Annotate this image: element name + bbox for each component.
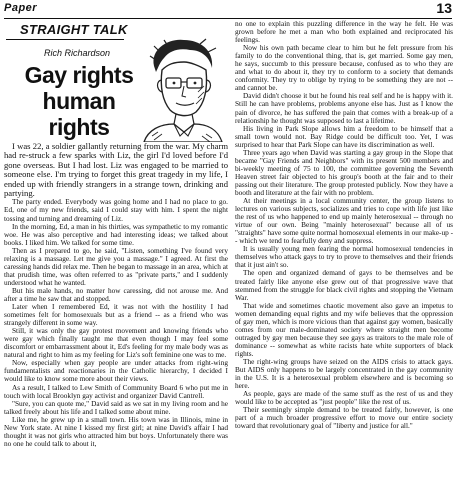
article-paragraph: Later when I remembered Ed, it was not with the hostility I had sometimes felt for homosexuals but as a friend -- as a friend who was strangely different in some way.: [4, 302, 228, 328]
article-paragraph: David didn't choose it but he found his real self and he is happy with it. Still he can have problems, problems anyone else has. Just as I know the pain of divorce, he has suffered the pain that comes with a break-up of a relationship he thought was supposed to last a lifetime.: [235, 91, 453, 125]
article-column-left: [4, 142, 228, 448]
column-kicker: STRAIGHT TALK: [20, 22, 128, 37]
article-paragraph: His living in Park Slope allows him a freedom to be himself that a small town would not. Bay Ridge could be difficult too. Yet, I was surprised to hear that Park Slope can have its discrimination as well.: [235, 123, 453, 149]
masthead: [4, 2, 452, 19]
article-paragraph: At their meetings in a local community center, the group listens to lectures on various subjects, socializes and tries to cope with life just like the rest of us who happened to end up mainly heterosexual -- through no virtue of our own. Being "mainly heterosexual" because all of us "straights" have some quite normal homosexual elements in our make-up -- which we tend to fearfully deny and suppress.: [235, 196, 453, 246]
article-paragraph: Then as I prepared to go, he said, "Listen, something I've found very relaxing is a massage. Let me give you a massage." I agreed. At first the caressing hands did relax me. Then he began to massage in an area, which at that prudish time, was often referred to as "private parts," and I suddenly understood what he wanted.: [4, 245, 228, 287]
article-paragraph: The party ended. Everybody was going home and I had no place to go. Ed, one of my new friends, said I could stay with him. I spent the night tossing and turning and dreaming of Liz.: [4, 197, 228, 223]
article-paragraph: "Sure, you can quote me," David said as we sat in my living room and he talked freely about his life and I talked some about mine.: [4, 398, 228, 416]
headline-line-2: human: [42, 88, 116, 114]
article-paragraph: But his male hands, no matter how caressing, did not arouse me. And after a time he saw that and stopped.: [4, 285, 228, 303]
article-paragraph: In the morning, Ed, a man in his thirties, was sympathetic to my romantic woe. He was also perceptive and had interesting ideas; we talked about books. I liked him. We talked for some time.: [4, 221, 228, 247]
article-paragraph: I was 22, a soldier gallantly returning from the war. My charm had re-struck a few sparks with Liz, the girl I'd loved before I'd gone overseas. But I had lost. Liz was engaged to be married to someone else. I'm trying to forget this great tragedy in my life, I ended up with friendly strangers in a strange town, drinking and partying.: [4, 141, 228, 199]
article-paragraph: Three years ago when David was starting a gay group in the Slope that became "Gay Friends and Neighbors" with its present 500 members and bi-weekly meeting of 75 to 100, the committee governing the Seventh Heaven street fair objected to his group's booth at the fair and to their passing out their literature. The group protested publicly. Now they have a booth and literature at the fair with no problem.: [235, 147, 453, 197]
article-paragraph: As a result, I talked to Lew Smith of Community Board 6 who put me in touch with local Brooklyn gay activist and organizer David Cantrell.: [4, 382, 228, 400]
byline: Rich Richardson: [44, 48, 111, 58]
article-paragraph: The open and organized demand of gays to be themselves and be treated fairly like anyone else grew out of that progressive wave that stemmed from the struggle for black civil rights and stopping the Vietnam War.: [235, 268, 453, 302]
article-paragraph: Still, it was only the gay protest movement and knowing friends who were gay which finally taught me that even though I may feel some discomfort or embarrassment about it, Ed's feeling for my male body was as natural and right to him as my feeling for Liz's soft feminine one was to me.: [4, 326, 228, 360]
kicker-rule: [6, 39, 124, 40]
article-paragraph: Their seemingly simple demand to be treated fairly, however, is one part of a much broader progressive effort to move our entire society toward that revolutionary goal of "liberty and justice for all.": [235, 405, 453, 431]
headline-line-3: rights: [48, 114, 110, 140]
publication-logo: Paper: [4, 2, 38, 14]
headline: [20, 62, 138, 140]
author-portrait-illustration: [140, 36, 224, 142]
headline-line-1: Gay rights: [24, 62, 134, 88]
article-paragraph: Now his own path became clear to him but he felt pressure from his family to do the conventional thing, that is, get married. Some gay men, he says, succumb to this pressure because, confused as to who they are and what to do about it, they try to conform to a society that demands conformity. They try to oblige by trying to be something they are not -- and cannot be.: [235, 43, 453, 93]
article-paragraph: That wide and sometimes chaotic movement also gave an impetus to women demanding equal rights and my wife believes that the oppression of gay men, which is more vicious than that against gay women, basically comes from our male-dominated society where straight men become outraged by gay men because they see gays as traitors to the male role of dominance -- somewhat as white racists hate white supporters of black rights.: [235, 300, 453, 358]
article-paragraph: As people, gays are made of the same stuff as the rest of us and they would like to be accepted as "just people" like the rest of us.: [235, 389, 453, 407]
article-paragraph: Now, especially when gay people are under attacks from right-wing fundamentalists and reactionaries in the Catholic hierarchy, I decided I would like to know some more about their views.: [4, 358, 228, 384]
article-paragraph: It is usually young men fearing the normal homosexual tendencies in themselves who attack gays to try to prove to themselves and their friends that it just ain't so.: [235, 244, 453, 270]
article-paragraph: The right-wing groups have seized on the AIDS crisis to attack gays. But AIDS only happens to be largely concentrated in the gay community in the U.S. It is a heterosexual problem elsewhere and is becoming so here.: [235, 356, 453, 391]
article-column-right: [235, 20, 453, 430]
article-paragraph: no one to explain this puzzling difference in the way he felt. He was grown before he met a man who both explained and reciprocated his feelings.: [235, 19, 453, 45]
page-number: 13: [436, 0, 452, 16]
article-paragraph: Like me, he grew up in a small town. His town was in Illinois, mine in New York state. At nine I kissed my first girl; at nine David's affair I had thought it was not girls who attracted him but boys. Unfortunately there was no one he could talk to about it,: [4, 414, 228, 448]
